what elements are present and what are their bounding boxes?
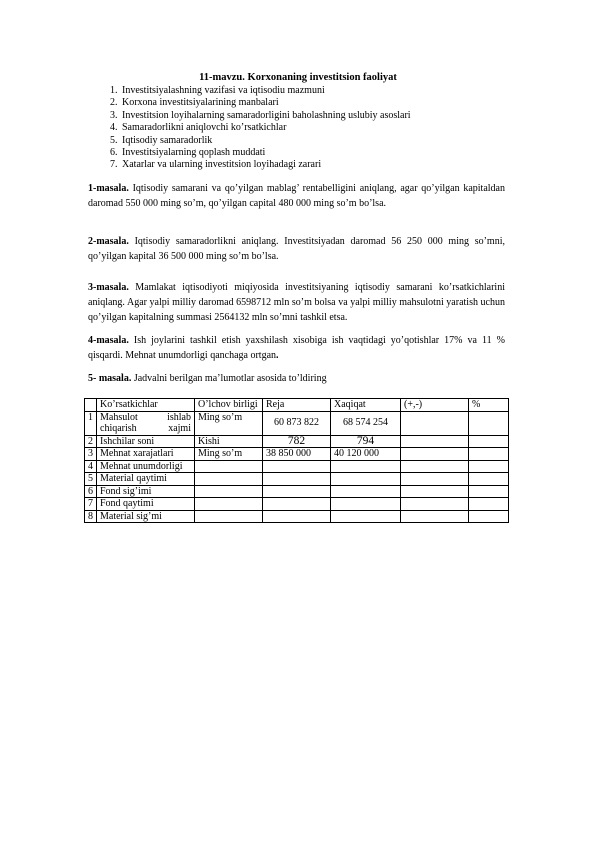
row-number: 6 — [85, 485, 97, 498]
row-diff — [401, 498, 469, 511]
row-number: 7 — [85, 498, 97, 511]
task-text: Ish joylarini tashkil etish yaxshilash xisobiga ish vaqtidagi yo’qotishlar 17% va 11 % qisqardi. Mehnat unumdorligi qanchaga ortgan — [88, 335, 505, 361]
task-lead: 1-masala. — [88, 183, 129, 194]
row-actual: 40 120 000 — [331, 448, 401, 461]
page-title: 11-mavzu. Korxonaning investitsion faoliyat — [199, 72, 397, 83]
header-cell: Xaqiqat — [331, 399, 401, 412]
row-unit — [195, 498, 263, 511]
row-indicator: Material sig’mi — [97, 510, 195, 523]
list-item: 5. Iqtisodiy samaradorlik — [120, 135, 411, 147]
row-number: 2 — [85, 435, 97, 448]
row-actual: 794 — [331, 435, 401, 448]
row-number: 1 — [85, 411, 97, 435]
row-percent — [469, 485, 509, 498]
task-4 — [88, 333, 505, 363]
row-plan — [263, 485, 331, 498]
row-plan — [263, 460, 331, 473]
list-item: 6. Investitsiyalarning qoplash muddati — [120, 147, 411, 159]
row-plan: 60 873 822 — [263, 411, 331, 435]
task-text: Mamlakat iqtisodiyoti miqiyosida investitsiyaning iqtisodiy samarani ko’rsatkichlarini aniqlang. Agar yalpi milliy daromad 6598712 mln so’m bolsa va yalpi milliy mahsulotni yaratish uchun qo’yilgan kapitalning summasi 2564132 mln so’mni tashkil etsa. — [88, 282, 505, 323]
table-row — [85, 510, 509, 523]
task-lead: 2-masala. — [88, 236, 129, 247]
row-percent — [469, 473, 509, 486]
task-text: Jadvalni berilgan ma’lumotlar asosida to’ldiring — [131, 373, 327, 384]
row-diff — [401, 485, 469, 498]
row-actual — [331, 460, 401, 473]
row-diff — [401, 460, 469, 473]
list-item: 7. Xatarlar va ularning investitsion loyihadagi zarari — [120, 159, 411, 171]
row-indicator: Fond sig’imi — [97, 485, 195, 498]
task-1 — [88, 181, 505, 211]
row-percent — [469, 498, 509, 511]
list-item: 3. Investitsion loyihalarning samaradorligini baholashning uslubiy asoslari — [120, 110, 411, 122]
row-actual — [331, 498, 401, 511]
row-unit: Ming so’m — [195, 448, 263, 461]
row-diff — [401, 448, 469, 461]
row-indicator: Mehnat xarajatlari — [97, 448, 195, 461]
header-cell: Ko’rsatkichlar — [97, 399, 195, 412]
row-indicator: Ishchilar soni — [97, 435, 195, 448]
row-actual — [331, 473, 401, 486]
table-header-row — [85, 399, 509, 412]
header-cell — [85, 399, 97, 412]
header-cell: % — [469, 399, 509, 412]
row-plan — [263, 510, 331, 523]
table-row — [85, 448, 509, 461]
table-row — [85, 460, 509, 473]
task-lead: 5- masala. — [88, 373, 132, 384]
list-item: 1. Investitsiyalashning vazifasi va iqtisodiu mazmuni — [120, 85, 411, 97]
row-actual: 68 574 254 — [331, 411, 401, 435]
row-percent — [469, 435, 509, 448]
row-actual — [331, 510, 401, 523]
row-unit: Ming so’m — [195, 411, 263, 435]
row-unit — [195, 473, 263, 486]
task-2 — [88, 234, 505, 264]
table-row — [85, 485, 509, 498]
header-cell: O’lchov birligi — [195, 399, 263, 412]
table-row — [85, 498, 509, 511]
table-row — [85, 435, 509, 448]
row-plan: 782 — [263, 435, 331, 448]
task-3 — [88, 280, 505, 325]
task-lead: 4-masala. — [88, 335, 129, 346]
list-item: 2. Korxona investitsiyalarining manbalari — [120, 97, 411, 109]
task-5 — [88, 371, 505, 386]
row-unit — [195, 460, 263, 473]
row-diff — [401, 435, 469, 448]
row-percent — [469, 448, 509, 461]
row-number: 4 — [85, 460, 97, 473]
task-lead: 3-masala. — [88, 282, 129, 293]
list-item: 4. Samaradorlikni aniqlovchi ko’rsatkichlar — [120, 122, 411, 134]
row-diff — [401, 510, 469, 523]
row-plan: 38 850 000 — [263, 448, 331, 461]
row-actual — [331, 485, 401, 498]
task-text: Iqtisodiy samarani va qo’yilgan mablag’ rentabelligini aniqlang, agar qo’yilgan kapitaldan daromad 550 000 ming so’m, qo’yilgan capital 480 000 ming so’m bo’lsa. — [88, 183, 505, 209]
row-plan — [263, 473, 331, 486]
row-percent — [469, 460, 509, 473]
task-text: Iqtisodiy samaradorlikni aniqlang. Investitsiyadan daromad 56 250 000 ming so’mni, qo’yilgan kapital 36 500 000 ming so’m bo’lsa. — [88, 236, 505, 262]
row-unit — [195, 510, 263, 523]
indicators-table — [84, 398, 509, 523]
row-number: 8 — [85, 510, 97, 523]
row-unit: Kishi — [195, 435, 263, 448]
row-diff — [401, 473, 469, 486]
topic-list — [88, 85, 411, 172]
task-tail: . — [276, 350, 279, 361]
row-plan — [263, 498, 331, 511]
row-percent — [469, 510, 509, 523]
row-diff — [401, 411, 469, 435]
row-indicator: Mehnat unumdorligi — [97, 460, 195, 473]
row-indicator: Material qaytimi — [97, 473, 195, 486]
row-number: 5 — [85, 473, 97, 486]
row-number: 3 — [85, 448, 97, 461]
header-cell: (+,-) — [401, 399, 469, 412]
row-unit — [195, 485, 263, 498]
header-cell: Reja — [263, 399, 331, 412]
row-indicator: Fond qaytimi — [97, 498, 195, 511]
row-indicator: Mahsulot ishlab chiqarish xajmi — [97, 411, 195, 435]
table-row — [85, 411, 509, 435]
table-row — [85, 473, 509, 486]
row-percent — [469, 411, 509, 435]
